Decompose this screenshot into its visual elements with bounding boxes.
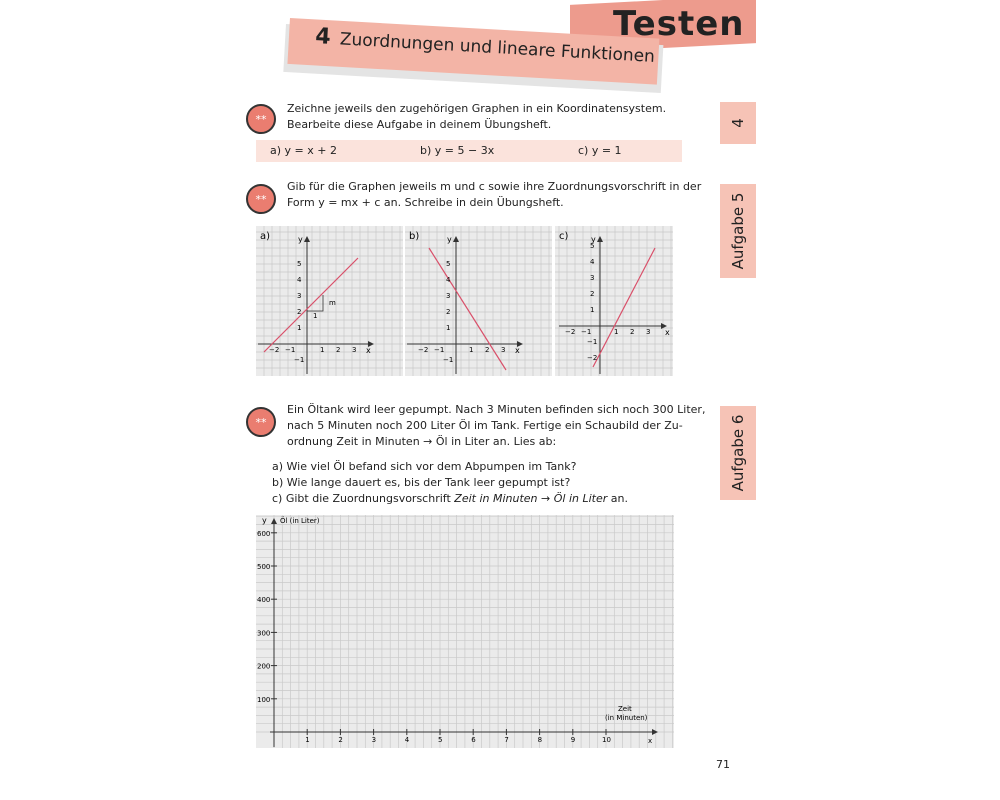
oil-tank-xtick: 6 <box>471 736 476 744</box>
graph-c-y-arrow <box>597 236 603 242</box>
oil-tank-xtick: 4 <box>404 736 410 744</box>
difficulty-badge-task6: ** <box>246 407 276 437</box>
graph-a-x-label: x <box>366 346 371 355</box>
side-tab-aufgabe-6-label: Aufgabe 6 <box>729 414 747 492</box>
side-tab-4[interactable] <box>720 102 756 144</box>
section-title: Testen <box>613 4 745 44</box>
task4-line2: Bearbeite diese Aufgabe in deinem Übungsheft. <box>287 118 552 131</box>
graph-a-label: a) <box>260 231 271 242</box>
difficulty-badge-task5: ** <box>246 184 276 214</box>
task6-line3: ordnung Zeit in Minuten → Öl in Liter an. Lies ab: <box>287 435 557 448</box>
page-number: 71 <box>716 758 730 771</box>
oil-tank-y-arrow <box>271 518 277 524</box>
oil-tank-ytick: 100 <box>257 695 271 704</box>
graph-a-y-arrow <box>304 236 310 242</box>
chapter-title-text: Zuordnungen und lineare Funktionen <box>339 29 656 67</box>
oil-tank-x-arrow <box>652 729 658 735</box>
task6-question-a: a) Wie viel Öl befand sich vor dem Abpumpen im Tank? <box>272 460 577 473</box>
task4-text <box>287 101 666 133</box>
graph-a-y-label: y <box>298 235 303 244</box>
task4-option-a: a) y = x + 2 <box>270 144 337 157</box>
oil-tank-xtick: 3 <box>371 736 377 744</box>
oil-tank-y-label: y <box>262 516 267 525</box>
task6-line2: nach 5 Minuten noch 200 Liter Öl im Tank. Fertige ein Schaubild der Zu- <box>287 419 683 432</box>
task6-question-c-prefix: c) Gibt die Zuordnungsvorschrift <box>272 492 455 505</box>
side-tab-4-label: 4 <box>729 118 747 128</box>
graph-b-y-arrow <box>453 236 459 242</box>
oil-tank-x-label: x <box>648 737 653 745</box>
task6-question-c-italic: Zeit in Minuten → Öl in Liter <box>454 492 608 505</box>
graph-b-ytick: 4 <box>446 276 451 284</box>
side-tab-aufgabe-5[interactable] <box>720 184 756 278</box>
graph-c-y-label: y <box>591 235 596 244</box>
difficulty-badge-task4: ** <box>246 104 276 134</box>
graph-b-xtick: 2 <box>485 346 490 354</box>
oil-tank-xtick: 5 <box>438 736 443 744</box>
oil-tank-xtick: 10 <box>602 736 611 744</box>
graph-a-ytick: 5 <box>297 260 302 268</box>
graph-a-xtick: 1 <box>320 346 325 354</box>
task6-question-b: b) Wie lange dauert es, bis der Tank leer gepumpt ist? <box>272 476 571 489</box>
graph-a-ytick: 1 <box>297 324 302 332</box>
graph-a-slope-triangle <box>307 295 323 311</box>
oil-tank-ytick: 600 <box>257 529 271 538</box>
graph-b-ytick: 3 <box>446 292 451 300</box>
oil-tank-ytick: 300 <box>257 629 271 638</box>
graph-c-ytick: 2 <box>590 290 595 298</box>
graph-c-xtick: 3 <box>646 328 651 336</box>
oil-tank-grid <box>256 515 674 748</box>
oil-tank-x-title-2: (in Minuten) <box>605 714 648 722</box>
oil-tank-xtick: 1 <box>305 736 310 744</box>
oil-tank-ytick: 200 <box>257 662 271 671</box>
graph-a-ytick: 4 <box>297 276 302 284</box>
graph-a-run-label: 1 <box>313 312 318 320</box>
graph-b <box>405 226 552 376</box>
task6-question-c-suffix: an. <box>607 492 628 505</box>
graph-b-xtick: −2 <box>418 346 429 354</box>
task4-options <box>256 140 682 162</box>
graph-c-line <box>593 248 655 367</box>
graph-b-xtick: 3 <box>501 346 506 354</box>
oil-tank-ytick: 500 <box>257 563 271 571</box>
graph-c-xtick: −1 <box>581 328 592 336</box>
graph-c-x-label: x <box>665 328 670 337</box>
side-tab-aufgabe-6[interactable] <box>720 406 756 500</box>
graph-c-ytick: 3 <box>590 274 595 282</box>
graph-c-xtick: −2 <box>565 328 576 336</box>
oil-tank-xtick: 2 <box>338 736 343 744</box>
task5-line1: Gib für die Graphen jeweils m und c sowie ihre Zuordnungsvorschrift in der <box>287 180 702 193</box>
task6-questions <box>272 459 628 507</box>
graph-a <box>256 226 403 376</box>
graph-b-x-label: x <box>515 346 520 355</box>
graph-a-xtick: 2 <box>336 346 341 354</box>
graph-b-ytick: 1 <box>446 324 451 332</box>
oil-tank-xtick: 7 <box>504 736 509 744</box>
task5-text <box>287 179 701 211</box>
oil-tank-xtick: 8 <box>537 736 543 744</box>
graph-a-ytick: −1 <box>294 356 305 364</box>
task6-text <box>287 402 705 450</box>
graph-a-ytick: 3 <box>297 292 302 300</box>
graph-c-label: c) <box>559 231 569 242</box>
graph-c-xtick: 1 <box>614 328 619 336</box>
graph-a-slope-label: m <box>329 299 336 307</box>
graph-a-ytick: 2 <box>297 308 302 316</box>
oil-tank-ytick: 400 <box>257 596 271 605</box>
graph-b-ytick: 5 <box>446 260 451 268</box>
graph-b-ytick: 2 <box>446 308 451 316</box>
graph-a-xtick: 3 <box>352 346 357 354</box>
graph-b-ytick: −1 <box>443 356 454 364</box>
oil-tank-x-title-1: Zeit <box>618 705 632 713</box>
graph-a-xtick: −1 <box>285 346 296 354</box>
graph-b-label: b) <box>409 231 420 242</box>
graph-b-y-label: y <box>447 235 452 244</box>
graph-c-ytick: 4 <box>590 258 595 266</box>
graph-c-ytick: −2 <box>587 354 598 362</box>
task6-question-c <box>272 491 628 507</box>
graph-b-xtick: 1 <box>469 346 474 354</box>
side-tab-aufgabe-5-label: Aufgabe 5 <box>729 192 747 270</box>
graph-c-ytick: 5 <box>590 242 595 250</box>
graph-c-xtick: 2 <box>630 328 635 336</box>
graph-c <box>555 226 673 376</box>
task5-line2: Form y = mx + c an. Schreibe in dein Übungsheft. <box>287 196 564 209</box>
oil-tank-xtick: 9 <box>570 736 576 744</box>
task6-line1: Ein Öltank wird leer gepumpt. Nach 3 Minuten befinden sich noch 300 Liter, <box>287 403 706 416</box>
chapter-number: 4 <box>314 24 332 50</box>
graph-a-xtick: −2 <box>269 346 280 354</box>
task4-line1: Zeichne jeweils den zugehörigen Graphen in ein Koordinatensystem. <box>287 102 667 115</box>
graph-b-xtick: −1 <box>434 346 445 354</box>
graph-c-ytick: 1 <box>590 306 595 314</box>
task4-option-b: b) y = 5 − 3x <box>420 144 495 157</box>
oil-tank-y-title: Öl (in Liter) <box>280 517 320 525</box>
graph-c-ytick: −1 <box>587 338 598 346</box>
task4-option-c: c) y = 1 <box>578 144 622 157</box>
